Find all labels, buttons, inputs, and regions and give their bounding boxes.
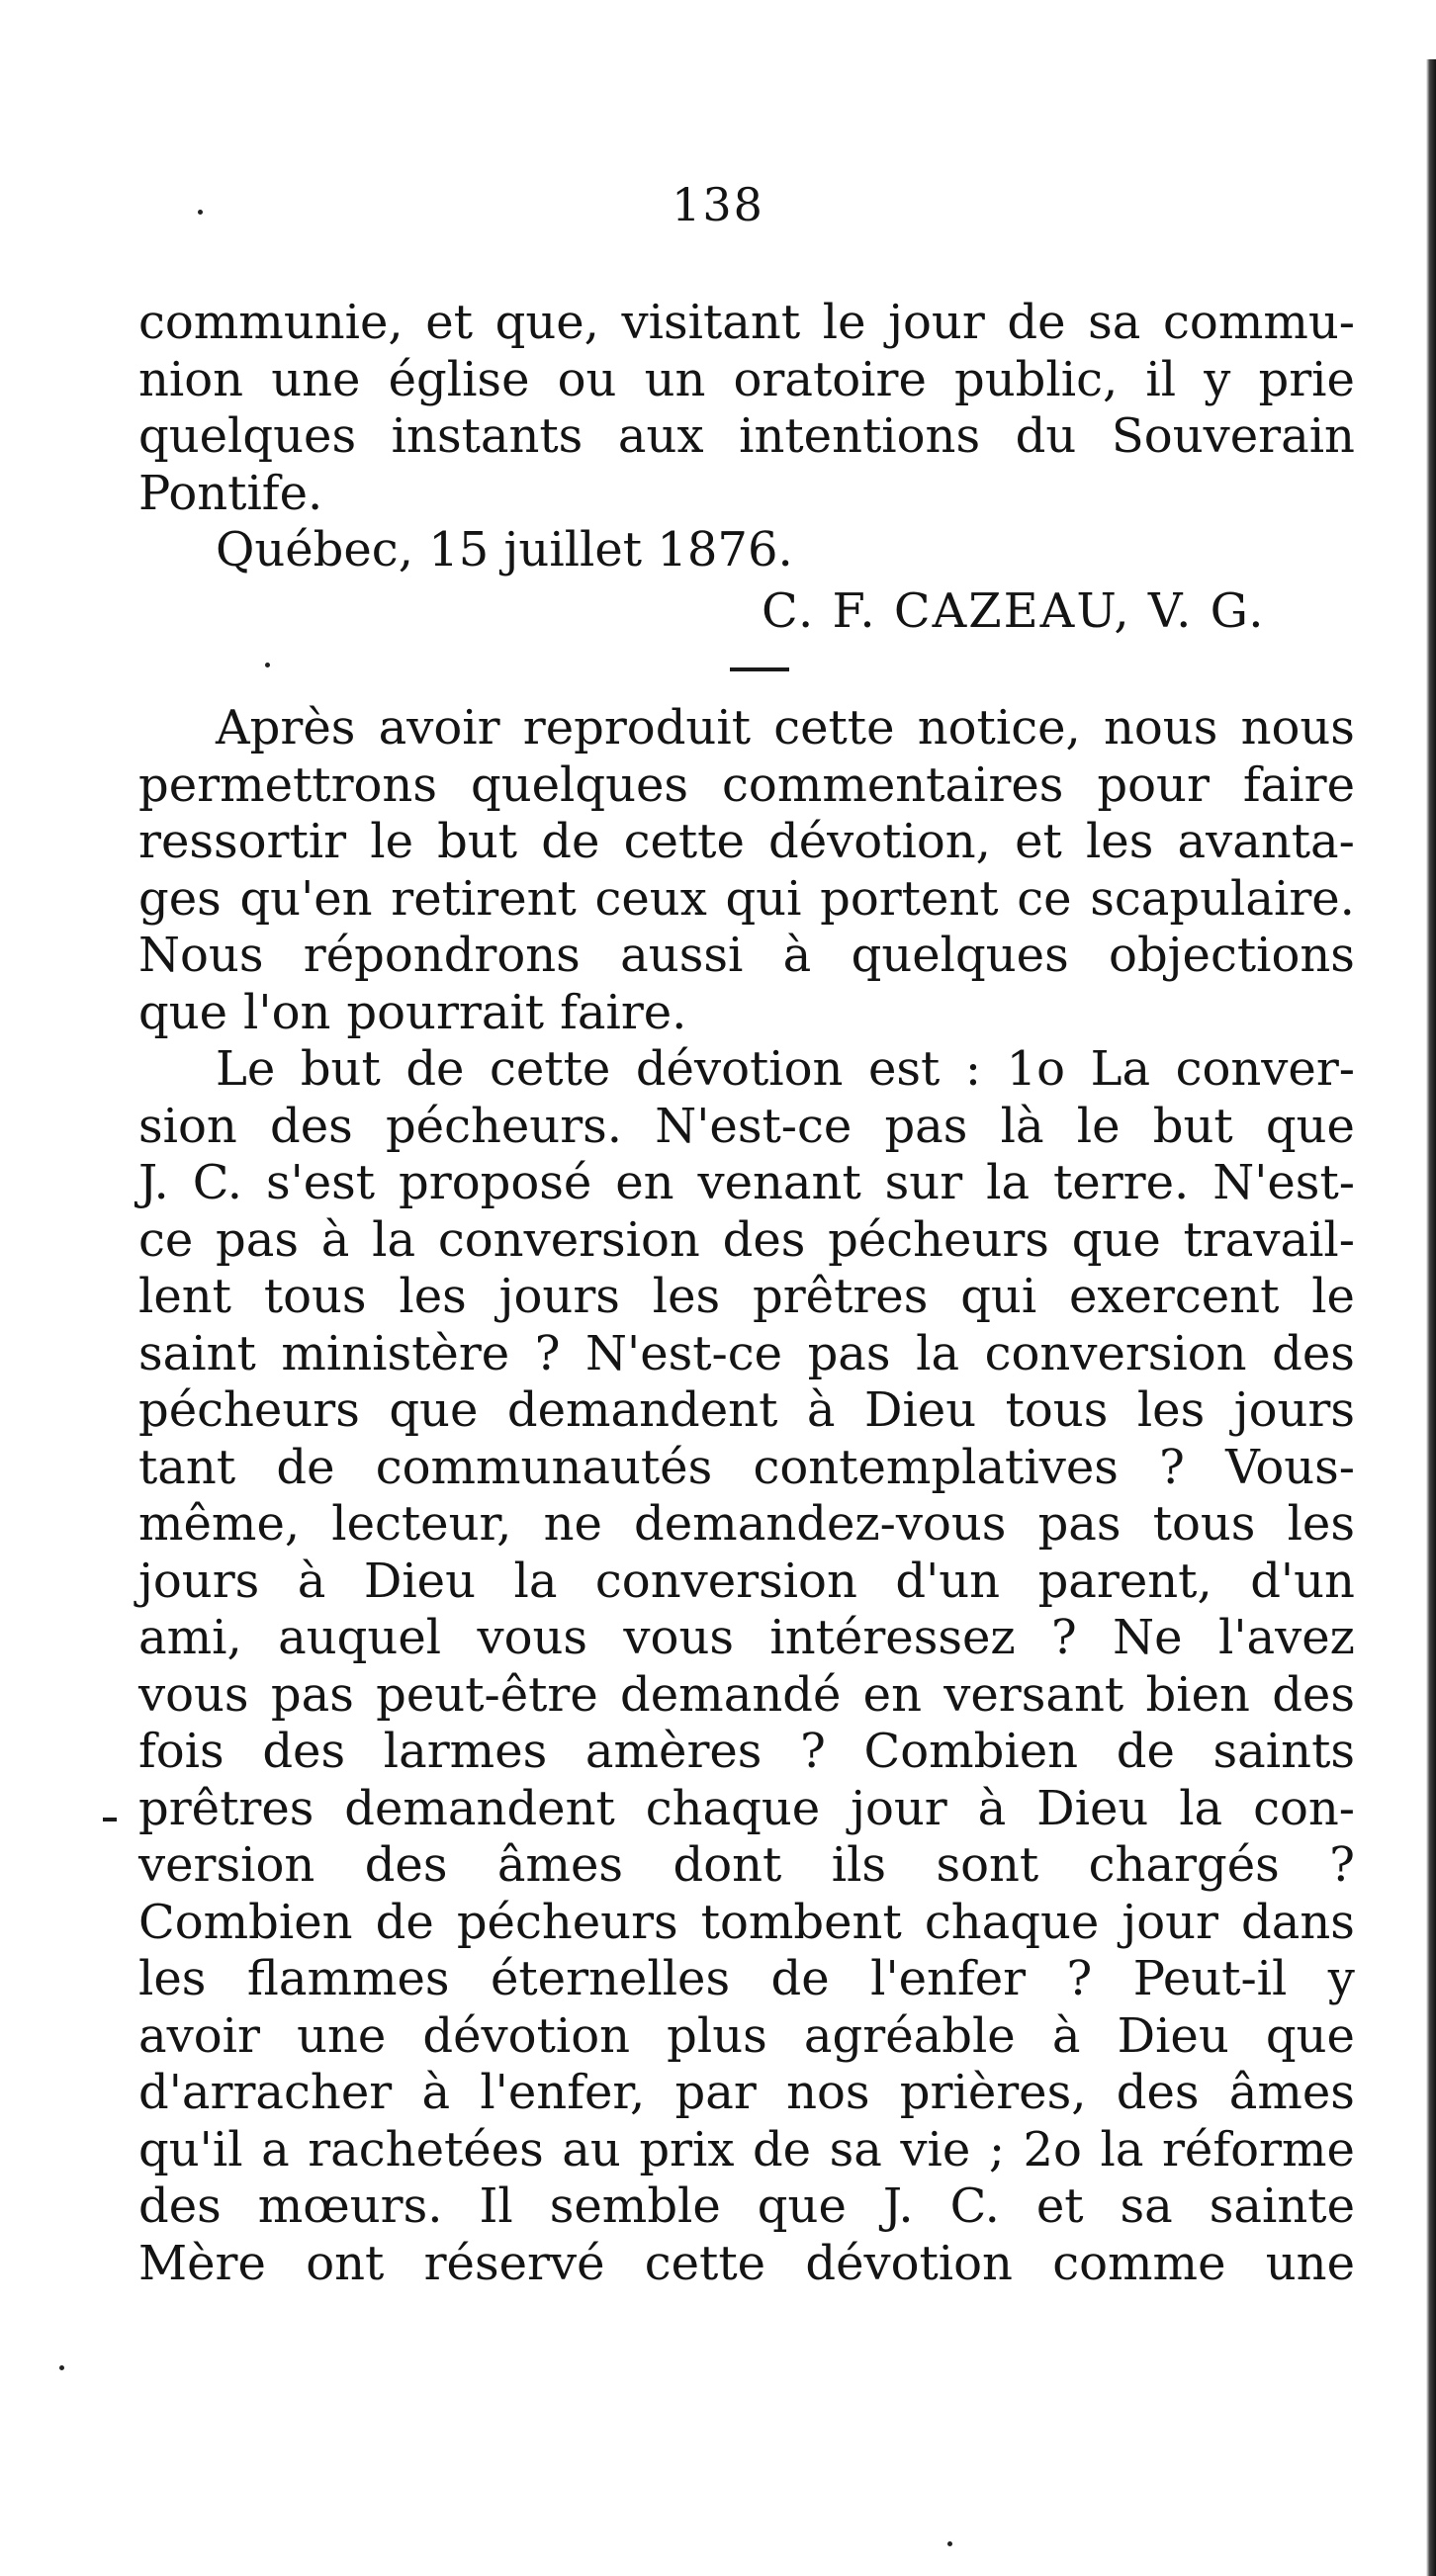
word: flammes [246, 1951, 450, 2006]
word: d'un [1250, 1553, 1355, 1609]
print-speck [265, 663, 270, 667]
text-line [138, 1781, 1355, 1838]
word: chaque [924, 1894, 1100, 1950]
word: peut-être [376, 1666, 598, 1723]
word: l'enfer [870, 1951, 1027, 2006]
word: jours [1233, 1382, 1355, 1438]
word: pas [270, 1666, 354, 1723]
word: Peut-il [1132, 1951, 1288, 2006]
word: en [615, 1155, 674, 1210]
word: jours [138, 1553, 260, 1609]
word: y [1204, 351, 1231, 407]
word: chargés [1088, 1837, 1280, 1893]
word: éternelles [490, 1951, 731, 2006]
word: le [1076, 1098, 1121, 1154]
word: que [138, 984, 228, 1040]
word: la [986, 1155, 1031, 1210]
word: avanta- [1177, 814, 1355, 869]
word: conver- [1175, 1041, 1355, 1097]
word: nous [1240, 700, 1355, 755]
word: qu'il [138, 2121, 243, 2177]
word: de [276, 1439, 335, 1495]
word: nos [786, 2065, 870, 2120]
word: tant [138, 1439, 236, 1495]
word: tous [263, 1269, 367, 1324]
word: jour [1122, 1894, 1218, 1950]
word: sa [1120, 2178, 1173, 2234]
paragraph-purpose [138, 1041, 1355, 2292]
signature: C. F. CAZEAU, V. G. [762, 583, 1266, 639]
word: répondrons [303, 928, 581, 983]
word: des [138, 2178, 222, 2234]
word: et [1015, 814, 1062, 869]
word: la [1179, 1780, 1223, 1836]
word: s'est [265, 1155, 376, 1210]
word: cette [490, 1041, 611, 1097]
word: public, [954, 351, 1119, 407]
word: demandent [506, 1382, 778, 1438]
word: pécheurs [138, 1382, 360, 1438]
word: sa [829, 2121, 882, 2177]
text-line [138, 352, 1355, 409]
word: sainte [1209, 2178, 1355, 2234]
word: que, [494, 295, 599, 350]
word: est [867, 1041, 941, 1097]
word: parent, [1037, 1553, 1212, 1609]
word: saint [138, 1325, 256, 1381]
word: cette [623, 814, 745, 869]
word: le [370, 814, 413, 869]
word: reproduit [522, 700, 751, 755]
print-speck [198, 210, 203, 215]
text-line [138, 1212, 1355, 1270]
word: Combien [138, 1894, 353, 1950]
word: but [1152, 1098, 1233, 1154]
word: des [262, 1724, 346, 1779]
word: Vous- [1225, 1439, 1355, 1495]
word: jour [888, 295, 985, 350]
word: la [372, 1211, 416, 1268]
text-line [138, 985, 1355, 1042]
word: Dieu [863, 1382, 977, 1438]
word: et [425, 295, 473, 350]
word: nion [138, 351, 244, 407]
text-line [138, 1269, 1355, 1326]
word: jour [851, 1780, 947, 1836]
word: âmes [1228, 2065, 1355, 2120]
word: Pontife. [138, 465, 323, 521]
word: ou [557, 351, 617, 407]
word: nous [1103, 700, 1218, 755]
word: Dieu [1117, 2007, 1229, 2064]
word: la [916, 1325, 960, 1381]
text-line [138, 757, 1355, 815]
word: tous [1005, 1382, 1109, 1438]
word: des [722, 1211, 806, 1268]
text-line [138, 1382, 1355, 1440]
word: que [1265, 2007, 1355, 2064]
word: J. [882, 2178, 914, 2234]
word: intentions [739, 408, 981, 464]
word: pécheurs [828, 1211, 1049, 1268]
text-line [138, 295, 1355, 352]
word: de [770, 1951, 830, 2006]
word: et [1035, 2178, 1084, 2234]
word: vous [623, 1610, 734, 1665]
text-line [138, 408, 1355, 466]
word: conversion [594, 1553, 857, 1609]
word: la [513, 1553, 558, 1609]
text-line [138, 1041, 1355, 1099]
word: Dieu [363, 1553, 476, 1609]
word: plus [667, 2007, 767, 2064]
word: Souverain [1111, 408, 1355, 464]
word: terre. [1053, 1155, 1190, 1210]
word: exercent [1069, 1269, 1280, 1324]
word: ressortir [138, 814, 347, 869]
word: saints [1212, 1724, 1355, 1779]
word: ne [543, 1496, 602, 1552]
text-line [138, 1554, 1355, 1611]
word: pas [884, 1098, 968, 1154]
text-line [138, 1951, 1355, 2008]
word: du [1015, 408, 1077, 464]
word: dévotion [635, 1041, 844, 1097]
word: instants [391, 408, 583, 464]
word: J. [138, 1155, 169, 1210]
word: 2o [1023, 2121, 1082, 2177]
word: Combien [863, 1724, 1079, 1779]
word: but [437, 814, 518, 869]
word: pécheurs. [385, 1098, 623, 1154]
word: réforme [1161, 2121, 1355, 2177]
word: intéressez [769, 1610, 1016, 1665]
word: mœurs. [257, 2178, 443, 2234]
word: en [862, 1666, 922, 1723]
word: les [399, 1269, 467, 1324]
word: N'est- [1212, 1155, 1355, 1210]
text-line [138, 928, 1355, 985]
word: de [405, 1041, 465, 1097]
page-edge-shadow [1426, 59, 1436, 2576]
word: l'on [243, 984, 331, 1040]
word: communie, [138, 295, 404, 350]
word: qu'en [239, 870, 373, 927]
word: conversion [984, 1325, 1247, 1381]
word: dévotion [422, 2007, 631, 2064]
word: commu- [1163, 295, 1355, 350]
word: prêtres [752, 1269, 929, 1324]
word: ils [831, 1837, 887, 1893]
word: Ne [1113, 1610, 1183, 1665]
word: que [1265, 1098, 1355, 1154]
word: sont [936, 1837, 1039, 1893]
text-line [138, 814, 1355, 871]
word: le [1311, 1269, 1355, 1324]
word: communautés [375, 1439, 713, 1495]
print-speck [947, 2541, 952, 2546]
word: Nous [138, 928, 264, 983]
word: ami, [138, 1610, 242, 1665]
word: ceux [594, 870, 707, 927]
word: ministère [281, 1325, 510, 1381]
word: Mère [138, 2235, 266, 2291]
word: N'est-ce [655, 1098, 853, 1154]
word: des [1116, 2065, 1200, 2120]
word: pas [216, 1211, 300, 1268]
text-line [138, 2236, 1355, 2293]
word: dont [673, 1837, 782, 1893]
text-line [138, 1724, 1355, 1781]
word: ce [138, 1211, 194, 1268]
word: lent [138, 1269, 231, 1324]
word: larmes [383, 1724, 548, 1779]
word: tombent [700, 1894, 902, 1950]
word: à [421, 2065, 451, 2120]
word: demandent [344, 1780, 615, 1836]
word: les [1085, 814, 1154, 869]
word: aux [617, 408, 704, 464]
text-line [138, 2008, 1355, 2066]
word: retirent [391, 870, 577, 927]
text-line [138, 1837, 1355, 1895]
text-line [138, 2065, 1355, 2122]
word: cette [773, 700, 895, 755]
word: de [752, 2121, 812, 2177]
section-separator [730, 667, 789, 671]
text-line [138, 2178, 1355, 2236]
word: travail- [1183, 1211, 1355, 1268]
word: que [1071, 1211, 1161, 1268]
word: C. [949, 2178, 1000, 2234]
word: vie [900, 2121, 971, 2177]
word: but [300, 1041, 381, 1097]
word: venant [697, 1155, 861, 1210]
word: La [1090, 1041, 1151, 1097]
word: église [388, 351, 530, 407]
word: Le [216, 1041, 276, 1097]
text-line [138, 1326, 1355, 1383]
word: quelques [851, 928, 1069, 983]
word: N'est-ce [585, 1325, 783, 1381]
word: Il [479, 2178, 513, 2234]
word: 1o [1006, 1041, 1066, 1097]
word: de [1116, 1724, 1175, 1779]
text-line [138, 1440, 1355, 1497]
word: contemplatives [753, 1439, 1119, 1495]
word: C. [192, 1155, 242, 1210]
word: pécheurs [456, 1894, 678, 1950]
word: : [964, 1041, 982, 1097]
word: à [1051, 2007, 1081, 2064]
word: les [1287, 1496, 1355, 1552]
word: ; [988, 2121, 1005, 2177]
text-line [138, 1155, 1355, 1212]
word: qui [960, 1269, 1037, 1324]
word: il [1145, 351, 1177, 407]
word: une [1265, 2235, 1355, 2291]
word: les [652, 1269, 721, 1324]
word: cette [644, 2235, 766, 2291]
word: ? [800, 1724, 826, 1779]
word: ? [1051, 1610, 1077, 1665]
text-line [138, 2122, 1355, 2179]
word: par [674, 2065, 757, 2120]
print-speck [59, 2365, 64, 2370]
word: pour [1097, 756, 1210, 813]
word: tous [1152, 1496, 1256, 1552]
word: scapulaire. [1090, 870, 1355, 927]
text-line [138, 1610, 1355, 1667]
text-line [138, 466, 1355, 523]
word: notice, [917, 700, 1081, 755]
word: permettrons [138, 756, 437, 813]
word: pourrait [346, 984, 545, 1040]
word: à [297, 1553, 326, 1609]
word: une [297, 2007, 387, 2064]
word: à [977, 1780, 1007, 1836]
word: des [269, 1098, 353, 1154]
text-line [138, 1099, 1355, 1156]
word: l'avez [1217, 1610, 1355, 1665]
word: jours [498, 1269, 620, 1324]
word: prix [639, 2121, 735, 2177]
paragraph-commentary [138, 700, 1355, 1041]
paragraph-continuation [138, 295, 1355, 522]
text-line [138, 1895, 1355, 1952]
word: portent [820, 870, 999, 927]
word: pas [807, 1325, 891, 1381]
word: con- [1253, 1780, 1355, 1836]
word: demandé [620, 1666, 842, 1723]
word: sion [138, 1098, 237, 1154]
word: le [822, 295, 866, 350]
word: ce [1017, 870, 1072, 927]
word: à [320, 1211, 350, 1268]
word: ? [1066, 1951, 1093, 2006]
margin-mark [103, 1818, 117, 1821]
word: fois [138, 1724, 224, 1779]
word: visitant [621, 295, 801, 350]
text-line [138, 1496, 1355, 1554]
word: lecteur, [331, 1496, 512, 1552]
word: même, [138, 1496, 301, 1552]
word: quelques [470, 756, 689, 813]
word: bien [1145, 1666, 1250, 1723]
word: demandez-vous [634, 1496, 1007, 1552]
word: ? [534, 1325, 561, 1381]
word: amères [584, 1724, 763, 1779]
word: vous [477, 1610, 588, 1665]
word: rachetées [308, 2121, 544, 2177]
word: sa [1088, 295, 1141, 350]
word: à [806, 1382, 836, 1438]
word: prêtres [138, 1780, 314, 1836]
word: les [1136, 1382, 1206, 1438]
word: version [138, 1837, 315, 1893]
word: prières, [899, 2065, 1087, 2120]
word: d'un [895, 1553, 1001, 1609]
text-line [138, 871, 1355, 929]
word: prie [1258, 351, 1355, 407]
word: l'enfer, [480, 2065, 646, 2120]
word: a [261, 2121, 290, 2177]
dateline: Québec, 15 juillet 1876. [216, 522, 793, 577]
word: des [1272, 1325, 1355, 1381]
word: Dieu [1036, 1780, 1149, 1836]
word: comme [1052, 2235, 1226, 2291]
text-line [138, 1667, 1355, 1725]
word: chaque [645, 1780, 821, 1836]
word: des [364, 1837, 448, 1893]
word: dévotion [805, 2235, 1013, 2291]
word: réservé [423, 2235, 605, 2291]
word: semble [549, 2178, 721, 2234]
word: y [1327, 1951, 1355, 2006]
word: pas [1037, 1496, 1122, 1552]
word: là [1000, 1098, 1044, 1154]
word: des [1272, 1666, 1355, 1723]
word: de [541, 814, 600, 869]
text-line [138, 700, 1355, 757]
word: de [375, 1894, 434, 1950]
word: à [782, 928, 812, 983]
word: auquel [278, 1610, 442, 1665]
word: vous [138, 1666, 249, 1723]
word: commentaires [722, 756, 1064, 813]
word: une [271, 351, 361, 407]
page-number: 138 [672, 178, 764, 231]
word: conversion [437, 1211, 700, 1268]
word: avoir [378, 700, 500, 755]
word: ? [1159, 1439, 1185, 1495]
word: agréable [803, 2007, 1016, 2064]
word: versant [943, 1666, 1124, 1723]
word: ont [306, 2235, 385, 2291]
word: ? [1329, 1837, 1355, 1893]
word: un [644, 351, 706, 407]
word: proposé [399, 1155, 592, 1210]
word: ges [138, 870, 222, 927]
word: qui [725, 870, 802, 927]
word: faire. [560, 984, 687, 1040]
word: oratoire [733, 351, 927, 407]
word: dévotion, [768, 814, 991, 869]
word: que [389, 1382, 479, 1438]
word: quelques [138, 408, 357, 464]
word: de [1007, 295, 1066, 350]
word: faire [1242, 756, 1355, 813]
word: avoir [138, 2007, 260, 2064]
word: objections [1109, 928, 1355, 983]
word: dans [1241, 1894, 1355, 1950]
word: que [757, 2178, 847, 2234]
word: la [1100, 2121, 1144, 2177]
word: âmes [496, 1837, 624, 1893]
word: au [562, 2121, 621, 2177]
word: les [138, 1951, 207, 2006]
word: d'arracher [138, 2065, 393, 2120]
word: Après [216, 700, 356, 755]
word: aussi [620, 928, 744, 983]
word: sur [884, 1155, 963, 1210]
